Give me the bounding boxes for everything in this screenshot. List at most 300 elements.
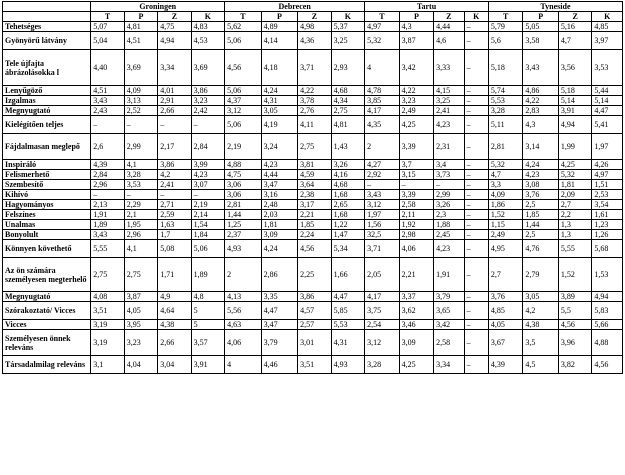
value-cell: 3,19 [91,330,124,356]
value-cell: 4,75 [158,22,191,32]
value-cell: 2,86 [261,258,298,292]
value-cell: 3,12 [365,330,399,356]
value-cell: 5,32 [488,160,522,170]
value-cell: 3,25 [331,32,365,50]
value-cell: 2,99 [124,134,157,160]
table-row [3,170,623,180]
value-cell: 4,25 [399,116,433,134]
value-cell: 1,68 [331,210,365,220]
value-cell: 4,5 [523,356,559,374]
value-cell: 4,40 [91,50,124,86]
value-cell: 5,37 [331,22,365,32]
value-cell: 5,6 [488,32,522,50]
value-cell: – [91,190,124,200]
value-cell: 1,44 [523,220,559,230]
value-cell: 1,85 [523,210,559,220]
value-cell: 2,59 [158,210,191,220]
value-cell: 3,23 [191,96,224,106]
value-cell: 3,05 [261,106,298,116]
value-cell: 5,83 [592,302,623,320]
value-cell: 3,05 [523,292,559,302]
value-cell: 4,46 [261,356,298,374]
value-cell: 4,17 [365,292,399,302]
table-row [3,320,623,330]
subheader-cell: K [592,12,623,22]
value-cell: 1,51 [592,180,623,190]
table-row [3,180,623,190]
value-cell: – [464,240,488,258]
value-cell: 4,39 [488,356,522,374]
value-cell: 4,94 [558,116,591,134]
value-cell: 3,34 [158,50,191,86]
value-cell: 1,26 [592,230,623,240]
value-cell: 1,84 [191,230,224,240]
corner-cell [3,2,91,12]
value-cell: 3,3 [488,180,522,190]
value-cell: 3,53 [592,50,623,86]
value-cell: – [464,258,488,292]
row-label: Gyönyörű látvány [3,32,91,50]
corner-cell [3,12,91,22]
value-cell: 2,05 [365,258,399,292]
value-cell: 4,34 [331,96,365,106]
value-cell: 1,22 [331,220,365,230]
value-cell: 4,22 [298,86,331,96]
value-cell: 4,23 [261,160,298,170]
value-cell: 5,14 [592,96,623,106]
value-cell: 4,09 [488,190,522,200]
row-label: Vicces [3,320,91,330]
value-cell: 1,91 [434,258,464,292]
value-cell: 1,52 [488,210,522,220]
value-cell: 4,94 [592,292,623,302]
value-cell: – [464,116,488,134]
value-cell: 2,37 [225,230,262,240]
value-cell: 1,61 [592,210,623,220]
value-cell: 4,13 [225,292,262,302]
value-cell: 5,06 [191,240,224,258]
value-cell: 5,55 [91,240,124,258]
value-cell: 1,68 [331,190,365,200]
value-cell: 2,09 [558,190,591,200]
subheader-cell: K [191,12,224,22]
value-cell: 4,05 [124,302,157,320]
table-row [3,330,623,356]
value-cell: 3,01 [298,330,331,356]
table-row [3,106,623,116]
value-cell: 2,53 [592,190,623,200]
value-cell: 3,43 [523,50,559,86]
value-cell: 2,2 [558,210,591,220]
value-cell: 4,36 [298,32,331,50]
value-cell: 4,64 [158,302,191,320]
value-cell: 4,78 [365,86,399,96]
value-cell: 2,13 [91,200,124,210]
value-cell: 4,38 [158,320,191,330]
value-cell: 4,16 [331,170,365,180]
value-cell: 3,65 [434,302,464,320]
value-cell: – [464,86,488,96]
value-cell: 3,91 [558,106,591,116]
value-cell: 4,57 [298,302,331,320]
value-cell: 4,95 [488,240,522,258]
value-cell: 4,25 [558,160,591,170]
value-cell: 2,75 [91,258,124,292]
value-cell: 4,47 [592,106,623,116]
value-cell: 5,05 [523,22,559,32]
subheader-cell: K [464,12,488,22]
value-cell: 3,54 [592,200,623,210]
value-cell: 3,89 [558,292,591,302]
value-cell: 4,25 [399,356,433,374]
value-cell: 3,28 [488,106,522,116]
value-cell: – [399,180,433,190]
value-cell: 2,96 [124,230,157,240]
subheader-cell: T [91,12,124,22]
value-cell: 4,39 [91,160,124,170]
value-cell: 3,5 [523,330,559,356]
value-cell: 2,5 [523,230,559,240]
row-label: Bonyolult [3,230,91,240]
row-label: Szórakoztató/ Vicces [3,302,91,320]
value-cell: 3,67 [488,330,522,356]
value-cell: 1,89 [91,220,124,230]
table-row [3,220,623,230]
value-cell: – [464,220,488,230]
value-cell: 3,43 [91,230,124,240]
value-cell: 2,43 [91,106,124,116]
value-cell: 4,3 [399,22,433,32]
value-cell: 1,71 [158,258,191,292]
table-row [3,258,623,292]
value-cell: 1,23 [592,220,623,230]
value-cell: 3,16 [261,190,298,200]
value-cell: 4,47 [331,292,365,302]
value-cell: 1,92 [399,220,433,230]
value-cell: 5,06 [225,86,262,96]
value-cell: 4,31 [261,96,298,106]
value-cell: 3,08 [523,180,559,190]
value-cell: 4,06 [399,240,433,258]
value-cell: 3,35 [261,292,298,302]
value-cell: 4,88 [225,160,262,170]
value-cell: 4,89 [261,22,298,32]
value-cell: 2,24 [298,230,331,240]
value-cell: 4,85 [488,302,522,320]
value-cell: 1,47 [331,230,365,240]
value-cell: 3,33 [434,50,464,86]
value-cell: – [464,190,488,200]
value-cell: 3,07 [191,180,224,190]
value-cell: 4,98 [298,22,331,32]
value-cell: 2,41 [158,180,191,190]
value-cell: 3,76 [488,292,522,302]
value-cell: 1,52 [558,258,591,292]
value-cell: 2,29 [124,200,157,210]
value-cell: 3,69 [191,50,224,86]
value-cell: 2,96 [91,180,124,190]
value-cell: – [191,116,224,134]
value-cell: 3,69 [124,50,157,86]
value-cell: 4,23 [523,170,559,180]
value-cell: 2,03 [261,210,298,220]
row-label: Megnyugtató [3,292,91,302]
value-cell: 4,97 [365,22,399,32]
value-cell: 3,78 [298,96,331,106]
value-cell: 2,99 [434,190,464,200]
value-cell: 5,79 [488,22,522,32]
value-cell: 2,71 [158,200,191,210]
value-cell: 4,7 [488,170,522,180]
value-cell: 1,7 [158,230,191,240]
value-cell: 1,88 [434,220,464,230]
value-cell: 4,22 [523,96,559,106]
value-cell: – [464,170,488,180]
value-cell: – [464,180,488,190]
value-cell: 4,6 [434,32,464,50]
value-cell: 2,49 [399,106,433,116]
value-cell: – [464,230,488,240]
value-cell: 2,65 [331,200,365,210]
row-label: Személyesen önnek releváns [3,330,91,356]
value-cell: – [464,160,488,170]
value-cell: 3,19 [91,320,124,330]
subheader-cell: Z [434,12,464,22]
value-cell: 3,73 [434,170,464,180]
value-cell: 5,04 [91,32,124,50]
value-cell: 4,51 [91,86,124,96]
value-cell: 3,14 [523,134,559,160]
row-label: Megnyugtató [3,106,91,116]
value-cell: 2,21 [298,210,331,220]
city-header: Groningen [91,2,225,12]
value-cell: 4,83 [191,22,224,32]
value-cell: – [191,190,224,200]
value-cell: – [464,210,488,220]
value-cell: 5,74 [488,86,522,96]
value-cell: 3,51 [91,302,124,320]
value-cell: 5,62 [225,22,262,32]
city-header-label: Tyneside [540,2,571,11]
value-cell: 3,64 [298,180,331,190]
value-cell: 2,76 [298,106,331,116]
value-cell: 3,85 [365,96,399,106]
value-cell: 2,52 [124,106,157,116]
value-cell: 3,1 [91,356,124,374]
value-cell: 4,94 [158,32,191,50]
value-cell: 5,41 [592,116,623,134]
value-cell: 2,11 [399,210,433,220]
subheader-cell: P [124,12,157,22]
value-cell: 3,57 [191,330,224,356]
subheader-cell: P [523,12,559,22]
table-row [3,116,623,134]
value-cell: 2,75 [298,134,331,160]
table-row [3,96,623,106]
value-cell: 3,75 [365,302,399,320]
value-cell: 1,86 [488,200,522,210]
value-cell: 5,07 [91,22,124,32]
value-cell: 3,23 [124,330,157,356]
row-label: Felszínes [3,210,91,220]
value-cell: 5,53 [488,96,522,106]
value-cell: 2,38 [298,190,331,200]
value-cell: 1,63 [158,220,191,230]
value-cell: – [464,200,488,210]
value-cell: 5,68 [592,240,623,258]
value-cell: 3,37 [399,292,433,302]
table-row [3,134,623,160]
value-cell: 3,06 [225,180,262,190]
value-cell: 1,3 [558,230,591,240]
value-cell: 5,06 [225,32,262,50]
value-cell: 3,4 [434,160,464,170]
value-cell: 3,96 [558,330,591,356]
value-cell: 3,15 [399,170,433,180]
row-label: Felismerhető [3,170,91,180]
value-cell: 4,2 [158,170,191,180]
value-cell: 4,17 [365,106,399,116]
value-cell: 4,56 [225,50,262,86]
value-cell: 5,18 [558,86,591,96]
value-cell: 4,23 [434,240,464,258]
value-cell: 2,81 [225,200,262,210]
row-label: Az ön számára személyesen megterhelő [3,258,91,292]
value-cell: – [124,190,157,200]
value-cell: 3,62 [399,302,433,320]
value-cell: 3,82 [558,356,591,374]
value-cell: 3,42 [434,320,464,330]
value-cell: 3,06 [225,190,262,200]
row-label: Inspiráló [3,160,91,170]
value-cell: 2,19 [225,134,262,160]
value-cell: 4,01 [158,86,191,96]
value-cell: – [365,180,399,190]
value-cell: 4,24 [523,160,559,170]
value-cell: – [464,106,488,116]
value-cell: 4,24 [261,240,298,258]
value-cell: 4 [225,356,262,374]
value-cell: 3,09 [261,230,298,240]
value-cell: 4,75 [225,170,262,180]
value-cell: 4,23 [434,116,464,134]
value-cell: 4,63 [225,320,262,330]
table-row [3,356,623,374]
value-cell: 2,7 [558,200,591,210]
value-cell: 2 [365,134,399,160]
value-cell: 1,56 [365,220,399,230]
subheader-cell: Z [558,12,591,22]
value-cell: 2,83 [523,106,559,116]
value-cell: 5,44 [592,86,623,96]
city-header-row [3,2,623,12]
value-cell: 4,51 [124,32,157,50]
value-cell: 3,71 [298,50,331,86]
value-cell: 4,06 [225,330,262,356]
value-cell: 2,98 [399,230,433,240]
value-cell: 4,04 [124,356,157,374]
value-cell: 3,34 [434,356,464,374]
value-cell: 2,6 [91,134,124,160]
value-cell: 3,23 [399,96,433,106]
value-cell: – [464,356,488,374]
value-cell: 2,54 [365,320,399,330]
value-cell: 5,85 [331,302,365,320]
value-cell: 2,75 [124,258,157,292]
value-cell: 3,12 [225,106,262,116]
row-label: Fájdalmasan meglepő [3,134,91,160]
value-cell: – [464,22,488,32]
value-cell: 4,15 [434,86,464,96]
value-cell: 2,57 [298,320,331,330]
value-cell: 4,22 [399,86,433,96]
value-cell: 2,41 [434,106,464,116]
value-cell: 4,3 [523,116,559,134]
value-cell: 2,91 [158,96,191,106]
value-cell: 2,92 [365,170,399,180]
value-cell: 4,38 [523,320,559,330]
value-cell: 4,93 [331,356,365,374]
value-cell: – [464,292,488,302]
value-cell: 4,81 [124,22,157,32]
row-label: Izgalmas [3,96,91,106]
value-cell: 2,75 [331,106,365,116]
value-cell: 2,84 [91,170,124,180]
value-cell: 2,84 [191,134,224,160]
value-cell: 4,44 [434,22,464,32]
value-cell: 4,27 [365,160,399,170]
value-cell: 1,66 [331,258,365,292]
value-cell: 4,37 [225,96,262,106]
value-cell: 5,66 [592,320,623,330]
value-cell: 4,7 [558,32,591,50]
value-cell: 2,58 [399,200,433,210]
subheader-row [3,12,623,22]
value-cell: 4,81 [331,116,365,134]
row-label: Lenyűgöző [3,86,91,96]
value-cell: 3,28 [365,356,399,374]
row-label: Hagyományos [3,200,91,210]
value-cell: 3,47 [261,180,298,190]
value-cell: 4,85 [592,22,623,32]
value-cell: 4,05 [488,320,522,330]
value-cell: 2,58 [434,330,464,356]
value-cell: 1,25 [225,220,262,230]
value-cell: 4,76 [523,240,559,258]
value-cell: 3,13 [124,96,157,106]
value-cell: – [464,50,488,86]
subheader-cell: Z [298,12,331,22]
value-cell: 3,76 [523,190,559,200]
city-header [488,2,622,12]
value-cell: – [158,190,191,200]
value-cell: 2,3 [434,210,464,220]
value-cell: 1,53 [592,258,623,292]
value-cell: 3,58 [523,32,559,50]
value-cell: 1,81 [261,220,298,230]
value-cell: – [434,180,464,190]
value-cell: 4 [365,50,399,86]
value-cell: 5,16 [558,22,591,32]
table-row [3,32,623,50]
value-cell: 2,31 [434,134,464,160]
value-cell: 3,24 [261,134,298,160]
value-cell: 1,85 [298,220,331,230]
table-row [3,160,623,170]
value-cell: 3,86 [298,292,331,302]
table-row [3,230,623,240]
value-cell: 2,81 [488,134,522,160]
